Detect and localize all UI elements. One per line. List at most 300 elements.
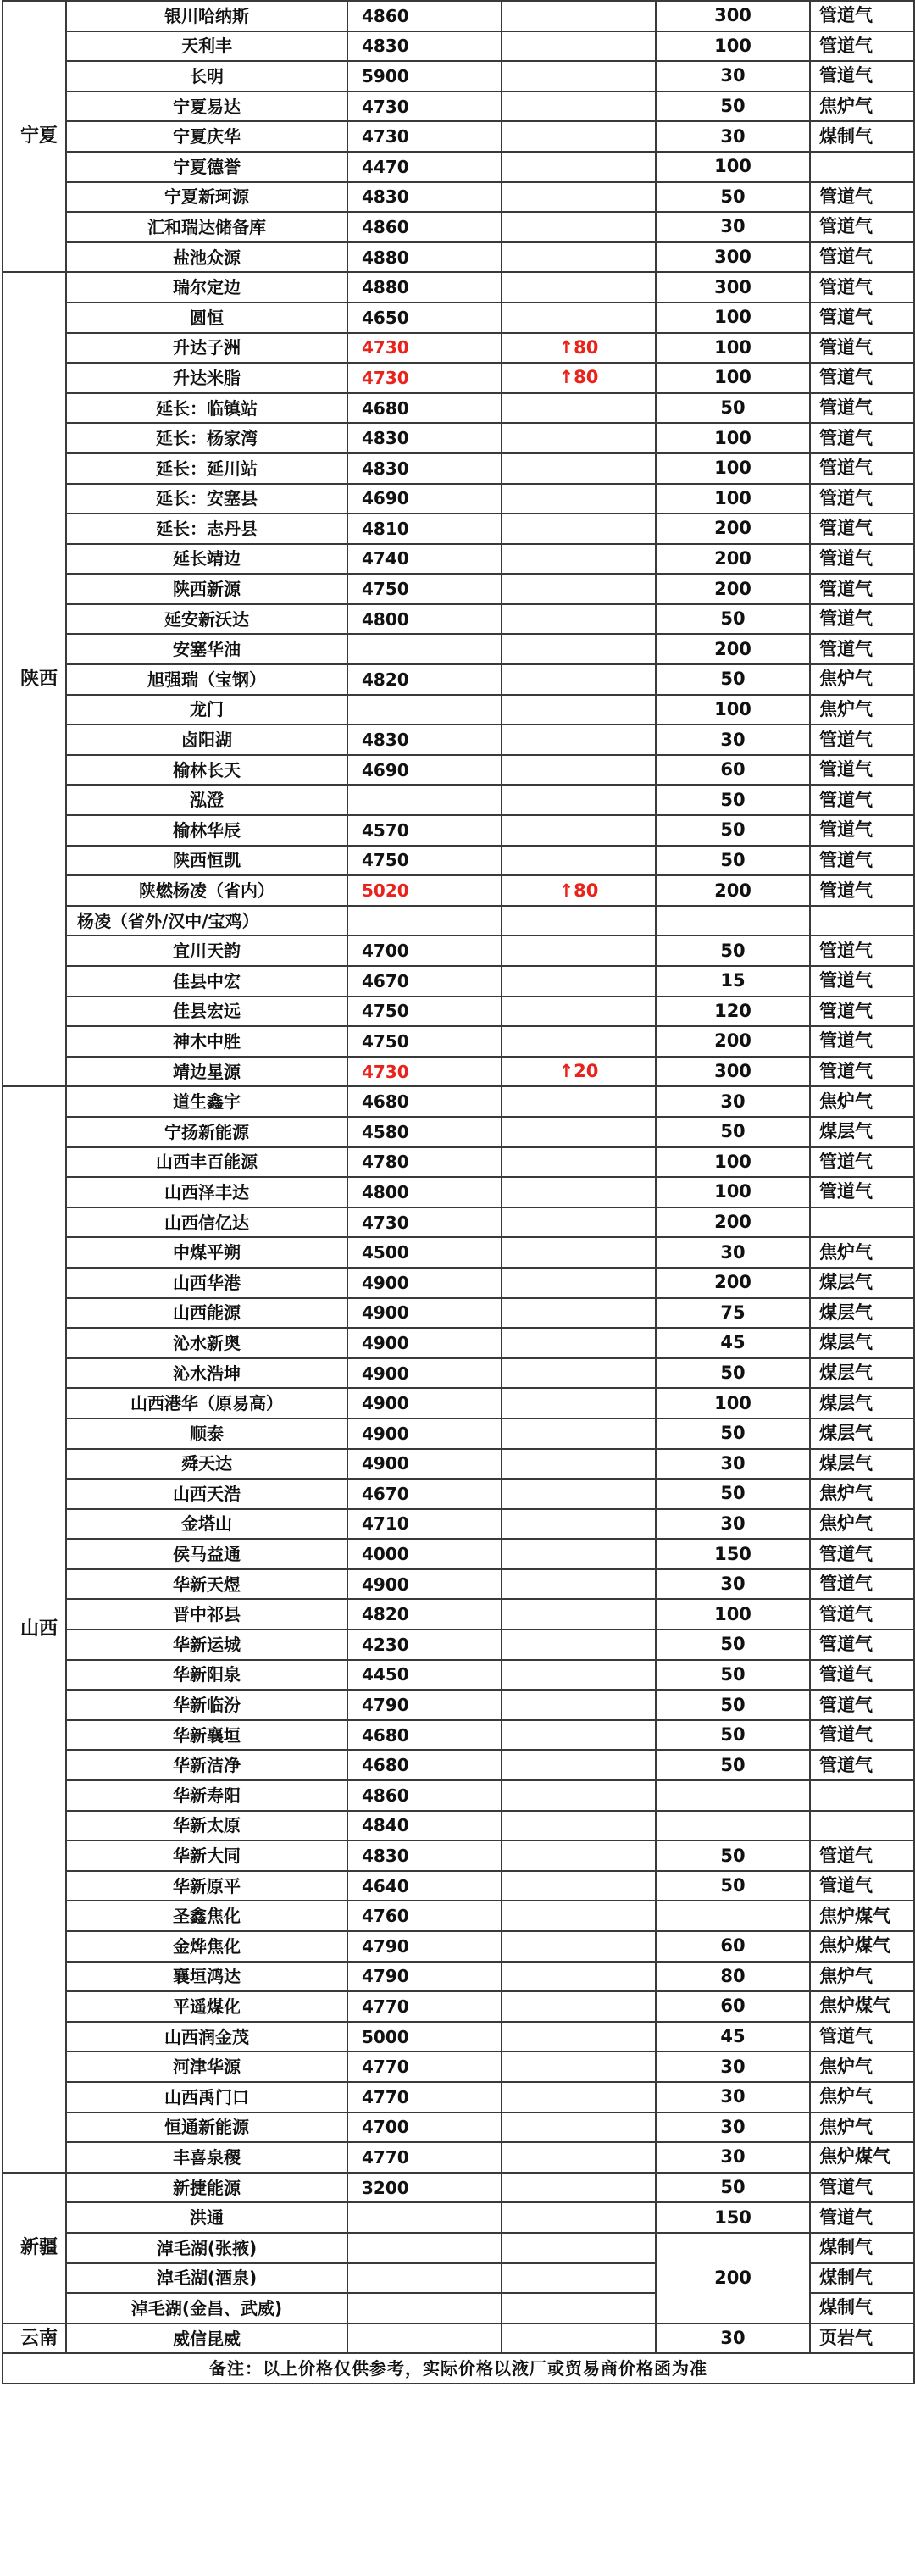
change-cell	[502, 2293, 656, 2323]
gas-type-cell: 管道气	[810, 2202, 914, 2233]
volume-cell: 15	[656, 966, 810, 997]
volume-cell: 50	[656, 92, 810, 122]
gas-type-cell: 管道气	[810, 1539, 914, 1569]
company-cell: 杨凌（省外/汉中/宝鸡）	[66, 906, 347, 936]
gas-type-cell: 管道气	[810, 453, 914, 484]
volume-cell: 200	[656, 574, 810, 604]
company-cell: 顺泰	[66, 1418, 347, 1449]
price-cell	[347, 634, 502, 664]
change-cell	[502, 1871, 656, 1901]
gas-type-cell: 煤层气	[810, 1358, 914, 1389]
price-cell: 4780	[347, 1147, 502, 1178]
gas-type-cell: 管道气	[810, 1871, 914, 1901]
gas-type-cell: 管道气	[810, 1660, 914, 1690]
volume-cell: 50	[656, 1750, 810, 1780]
table-row	[3, 1026, 914, 1057]
price-cell: 4770	[347, 2082, 502, 2112]
gas-type-cell: 管道气	[810, 724, 914, 755]
company-cell: 淖毛湖(酒泉)	[66, 2263, 347, 2294]
company-cell: 华新阳泉	[66, 1660, 347, 1690]
company-cell: 陕西新源	[66, 574, 347, 604]
volume-cell: 30	[656, 2051, 810, 2082]
price-cell	[347, 2323, 502, 2354]
gas-type-cell: 管道气	[810, 1569, 914, 1600]
table-row	[3, 1629, 914, 1660]
footer-note: 备注：以上价格仅供参考，实际价格以液厂或贸易商价格函为准	[3, 2353, 914, 2384]
gas-type-cell	[810, 1780, 914, 1811]
company-cell: 延长：临镇站	[66, 393, 347, 424]
table-row	[3, 1268, 914, 1298]
table-row	[3, 724, 914, 755]
gas-type-cell: 管道气	[810, 997, 914, 1027]
price-cell: 4830	[347, 31, 502, 62]
price-cell: 4500	[347, 1237, 502, 1268]
volume-cell: 100	[656, 484, 810, 514]
gas-type-cell: 管道气	[810, 393, 914, 424]
gas-type-cell: 煤制气	[810, 2263, 914, 2294]
volume-cell: 100	[656, 1388, 810, 1418]
gas-type-cell: 管道气	[810, 61, 914, 92]
table-row	[3, 453, 914, 484]
table-row	[3, 544, 914, 575]
change-cell	[502, 2323, 656, 2354]
gas-type-cell: 管道气	[810, 363, 914, 393]
volume-cell: 30	[656, 2323, 810, 2354]
change-cell	[502, 1147, 656, 1178]
change-cell	[502, 634, 656, 664]
company-cell: 沁水浩坤	[66, 1358, 347, 1389]
table-row	[3, 755, 914, 786]
company-cell: 金塔山	[66, 1509, 347, 1540]
table-row	[3, 2142, 914, 2173]
volume-cell: 50	[656, 1418, 810, 1449]
price-cell: 4900	[347, 1449, 502, 1480]
company-cell: 延长：延川站	[66, 453, 347, 484]
gas-type-cell: 焦炉气	[810, 664, 914, 695]
company-cell: 恒通新能源	[66, 2112, 347, 2143]
gas-type-cell: 煤制气	[810, 2293, 914, 2323]
change-cell	[502, 1962, 656, 1992]
company-cell: 侯马益通	[66, 1539, 347, 1569]
change-cell	[502, 514, 656, 544]
table-row	[3, 966, 914, 997]
company-cell: 河津华源	[66, 2051, 347, 2082]
volume-cell: 150	[656, 2202, 810, 2233]
company-cell: 宁夏新珂源	[66, 182, 347, 213]
company-cell: 神木中胜	[66, 1026, 347, 1057]
price-cell: 4830	[347, 423, 502, 453]
gas-type-cell: 管道气	[810, 2022, 914, 2052]
price-cell: 4900	[347, 1268, 502, 1298]
table-row	[3, 2051, 914, 2082]
gas-type-cell: 管道气	[810, 1840, 914, 1871]
gas-type-cell: 管道气	[810, 1599, 914, 1629]
table-row	[3, 1931, 914, 1962]
company-cell: 卤阳湖	[66, 724, 347, 755]
table-row	[3, 1147, 914, 1178]
table-row	[3, 1599, 914, 1629]
company-cell: 榆林华辰	[66, 815, 347, 846]
gas-type-cell: 焦炉气	[810, 1962, 914, 1992]
volume-cell: 50	[656, 815, 810, 846]
volume-cell: 50	[656, 2173, 810, 2203]
change-cell	[502, 1780, 656, 1811]
region-cell: 宁夏	[3, 1, 66, 272]
change-cell	[502, 574, 656, 604]
price-cell: 4570	[347, 815, 502, 846]
gas-type-cell: 焦炉气	[810, 2082, 914, 2112]
company-cell: 金烨焦化	[66, 1931, 347, 1962]
volume-cell	[656, 906, 810, 936]
table-row	[3, 514, 914, 544]
volume-cell: 80	[656, 1962, 810, 1992]
price-cell: 4880	[347, 242, 502, 273]
price-cell: 4790	[347, 1962, 502, 1992]
price-cell: 4690	[347, 755, 502, 786]
price-cell: 4800	[347, 604, 502, 635]
company-cell: 平遥煤化	[66, 1991, 347, 2022]
gas-type-cell: 管道气	[810, 303, 914, 333]
gas-type-cell: 管道气	[810, 1750, 914, 1780]
gas-type-cell: 管道气	[810, 2173, 914, 2203]
gas-type-cell: 煤层气	[810, 1298, 914, 1329]
volume-cell: 30	[656, 1569, 810, 1600]
volume-cell: 30	[656, 724, 810, 755]
company-cell: 威信昆威	[66, 2323, 347, 2354]
table-row	[3, 272, 914, 303]
gas-type-cell: 管道气	[810, 242, 914, 273]
change-cell	[502, 1268, 656, 1298]
price-cell: 4680	[347, 1720, 502, 1751]
table-row	[3, 61, 914, 92]
change-cell: ↑80	[502, 875, 656, 906]
table-row	[3, 997, 914, 1027]
company-cell: 延长：志丹县	[66, 514, 347, 544]
volume-cell: 100	[656, 453, 810, 484]
change-cell	[502, 785, 656, 815]
volume-cell	[656, 1811, 810, 1841]
table-row	[3, 121, 914, 152]
company-cell: 山西天浩	[66, 1479, 347, 1509]
gas-type-cell: 管道气	[810, 1057, 914, 1087]
price-cell: 4680	[347, 1086, 502, 1117]
table-row	[3, 2112, 914, 2143]
region-cell: 云南	[3, 2323, 66, 2354]
company-cell: 道生鑫宇	[66, 1086, 347, 1117]
price-cell: 4730	[347, 333, 502, 364]
gas-type-cell: 管道气	[810, 1720, 914, 1751]
volume-cell: 150	[656, 1539, 810, 1569]
table-row	[3, 1418, 914, 1449]
volume-cell: 300	[656, 272, 810, 303]
volume-cell: 50	[656, 1629, 810, 1660]
table-row	[3, 1962, 914, 1992]
table-row	[3, 2233, 914, 2263]
gas-type-cell: 焦炉气	[810, 92, 914, 122]
table-row	[3, 1720, 914, 1751]
table-row	[3, 2173, 914, 2203]
change-cell	[502, 544, 656, 575]
change-cell	[502, 423, 656, 453]
table-row	[3, 363, 914, 393]
table-row	[3, 906, 914, 936]
price-cell: 4700	[347, 935, 502, 966]
volume-cell: 50	[656, 1479, 810, 1509]
volume-cell: 50	[656, 182, 810, 213]
volume-cell: 300	[656, 242, 810, 273]
company-cell: 靖边星源	[66, 1057, 347, 1087]
change-cell	[502, 2112, 656, 2143]
company-cell: 山西泽丰达	[66, 1177, 347, 1208]
table-row	[3, 1871, 914, 1901]
gas-type-cell: 管道气	[810, 514, 914, 544]
table-row	[3, 423, 914, 453]
table-row	[3, 1901, 914, 1931]
gas-type-cell: 焦炉气	[810, 1237, 914, 1268]
gas-type-cell: 管道气	[810, 212, 914, 242]
gas-type-cell: 煤层气	[810, 1268, 914, 1298]
gas-type-cell: 管道气	[810, 272, 914, 303]
company-cell: 宁夏德誉	[66, 152, 347, 182]
change-cell	[502, 152, 656, 182]
volume-cell: 30	[656, 121, 810, 152]
change-cell	[502, 2233, 656, 2263]
gas-type-cell: 煤层气	[810, 1328, 914, 1358]
change-cell	[502, 1026, 656, 1057]
company-cell: 山西能源	[66, 1298, 347, 1329]
company-cell: 升达子洲	[66, 333, 347, 364]
change-cell	[502, 1991, 656, 2022]
footer-row	[3, 2353, 914, 2384]
table-row	[3, 303, 914, 333]
price-cell: 4860	[347, 1, 502, 31]
table-row	[3, 1298, 914, 1329]
company-cell: 襄垣鸿达	[66, 1962, 347, 1992]
table-row	[3, 1358, 914, 1389]
table-row	[3, 212, 914, 242]
company-cell: 榆林长天	[66, 755, 347, 786]
company-cell: 圆恒	[66, 303, 347, 333]
company-cell: 盐池众源	[66, 242, 347, 273]
price-cell	[347, 2263, 502, 2294]
gas-type-cell: 管道气	[810, 755, 914, 786]
change-cell	[502, 1569, 656, 1600]
change-cell	[502, 1811, 656, 1841]
change-cell	[502, 484, 656, 514]
price-cell: 4580	[347, 1117, 502, 1147]
change-cell	[502, 1690, 656, 1720]
change-cell	[502, 2202, 656, 2233]
volume-cell: 200	[656, 1268, 810, 1298]
gas-type-cell: 煤层气	[810, 1449, 914, 1480]
volume-cell: 50	[656, 1871, 810, 1901]
company-cell: 宁扬新能源	[66, 1117, 347, 1147]
company-cell: 华新运城	[66, 1629, 347, 1660]
change-cell	[502, 1177, 656, 1208]
gas-type-cell: 管道气	[810, 31, 914, 62]
company-cell: 圣鑫焦化	[66, 1901, 347, 1931]
change-cell	[502, 1479, 656, 1509]
price-cell: 4860	[347, 212, 502, 242]
price-cell: 4900	[347, 1388, 502, 1418]
change-cell	[502, 1750, 656, 1780]
company-cell: 华新原平	[66, 1871, 347, 1901]
change-cell	[502, 92, 656, 122]
company-cell: 延长靖边	[66, 544, 347, 575]
gas-type-cell: 管道气	[810, 1629, 914, 1660]
price-cell: 5900	[347, 61, 502, 92]
change-cell	[502, 61, 656, 92]
company-cell: 沁水新奥	[66, 1328, 347, 1358]
volume-cell: 60	[656, 1991, 810, 2022]
company-cell: 山西丰百能源	[66, 1147, 347, 1178]
volume-cell: 200	[656, 875, 810, 906]
gas-type-cell: 管道气	[810, 333, 914, 364]
table-row	[3, 2323, 914, 2354]
gas-type-cell: 管道气	[810, 634, 914, 664]
table-row	[3, 92, 914, 122]
change-cell	[502, 1117, 656, 1147]
table-row	[3, 1208, 914, 1238]
price-cell: 4670	[347, 1479, 502, 1509]
table-row	[3, 152, 914, 182]
gas-type-cell: 焦炉煤气	[810, 1931, 914, 1962]
region-cell: 山西	[3, 1086, 66, 2172]
price-cell: 4790	[347, 1931, 502, 1962]
company-cell: 佳县宏远	[66, 997, 347, 1027]
gas-type-cell: 管道气	[810, 1690, 914, 1720]
lng-price-table	[2, 0, 915, 2384]
table-row	[3, 1388, 914, 1418]
price-cell: 4880	[347, 272, 502, 303]
gas-type-cell: 焦炉气	[810, 2112, 914, 2143]
volume-cell: 30	[656, 1086, 810, 1117]
gas-type-cell: 焦炉煤气	[810, 2142, 914, 2173]
table-row	[3, 695, 914, 725]
region-cell: 陕西	[3, 272, 66, 1086]
price-cell: 4820	[347, 1599, 502, 1629]
company-cell: 中煤平朔	[66, 1237, 347, 1268]
price-cell: 4830	[347, 182, 502, 213]
company-cell: 华新太原	[66, 1811, 347, 1841]
price-cell: 4900	[347, 1418, 502, 1449]
gas-type-cell	[810, 906, 914, 936]
company-cell: 瑞尔定边	[66, 272, 347, 303]
table-row	[3, 1449, 914, 1480]
volume-cell: 45	[656, 2022, 810, 2052]
volume-cell: 100	[656, 333, 810, 364]
price-cell	[347, 785, 502, 815]
gas-type-cell: 管道气	[810, 846, 914, 876]
price-cell: 4750	[347, 997, 502, 1027]
table-row	[3, 1690, 914, 1720]
gas-type-cell: 管道气	[810, 484, 914, 514]
company-cell: 华新临汾	[66, 1690, 347, 1720]
table-row	[3, 875, 914, 906]
company-cell: 延长：安塞县	[66, 484, 347, 514]
company-cell: 山西禹门口	[66, 2082, 347, 2112]
price-cell	[347, 906, 502, 936]
table-row	[3, 484, 914, 514]
change-cell: ↑80	[502, 333, 656, 364]
volume-cell: 100	[656, 31, 810, 62]
change-cell	[502, 1298, 656, 1329]
price-cell: 4640	[347, 1871, 502, 1901]
gas-type-cell: 管道气	[810, 875, 914, 906]
change-cell	[502, 966, 656, 997]
volume-cell: 30	[656, 1509, 810, 1540]
gas-type-cell: 焦炉气	[810, 695, 914, 725]
price-cell: 4820	[347, 664, 502, 695]
price-cell: 4860	[347, 1780, 502, 1811]
change-cell	[502, 664, 656, 695]
table-row	[3, 664, 914, 695]
volume-cell: 100	[656, 152, 810, 182]
price-cell: 4830	[347, 724, 502, 755]
company-cell: 延长：杨家湾	[66, 423, 347, 453]
company-cell: 安塞华油	[66, 634, 347, 664]
volume-cell: 30	[656, 212, 810, 242]
volume-cell: 100	[656, 1599, 810, 1629]
table-row	[3, 1328, 914, 1358]
volume-cell: 50	[656, 664, 810, 695]
table-row	[3, 31, 914, 62]
price-cell: 5020	[347, 875, 502, 906]
table-row	[3, 2082, 914, 2112]
change-cell	[502, 1720, 656, 1751]
gas-type-cell: 管道气	[810, 1026, 914, 1057]
change-cell	[502, 1358, 656, 1389]
company-cell: 华新天煜	[66, 1569, 347, 1600]
change-cell	[502, 393, 656, 424]
company-cell: 丰喜泉稷	[66, 2142, 347, 2173]
table-row	[3, 1057, 914, 1087]
price-cell: 4690	[347, 484, 502, 514]
price-cell: 4750	[347, 846, 502, 876]
table-row	[3, 1237, 914, 1268]
change-cell	[502, 182, 656, 213]
table-row	[3, 785, 914, 815]
change-cell	[502, 846, 656, 876]
price-cell: 4900	[347, 1328, 502, 1358]
volume-cell: 30	[656, 2112, 810, 2143]
change-cell	[502, 2082, 656, 2112]
price-cell: 4900	[347, 1298, 502, 1329]
table-row	[3, 1840, 914, 1871]
change-cell	[502, 1449, 656, 1480]
change-cell	[502, 1086, 656, 1117]
gas-type-cell: 管道气	[810, 1, 914, 31]
volume-cell: 45	[656, 1328, 810, 1358]
gas-type-cell: 页岩气	[810, 2323, 914, 2354]
change-cell	[502, 2051, 656, 2082]
price-cell: 4000	[347, 1539, 502, 1569]
company-cell: 汇和瑞达储备库	[66, 212, 347, 242]
company-cell: 宜川天韵	[66, 935, 347, 966]
volume-cell: 50	[656, 1840, 810, 1871]
volume-cell: 300	[656, 1057, 810, 1087]
price-cell: 4730	[347, 1057, 502, 1087]
price-cell: 4730	[347, 363, 502, 393]
gas-type-cell: 管道气	[810, 604, 914, 635]
price-cell	[347, 695, 502, 725]
change-cell	[502, 1328, 656, 1358]
change-cell	[502, 1208, 656, 1238]
table-row	[3, 2202, 914, 2233]
company-cell: 淖毛湖(张掖)	[66, 2233, 347, 2263]
volume-cell: 50	[656, 393, 810, 424]
volume-cell: 30	[656, 2142, 810, 2173]
